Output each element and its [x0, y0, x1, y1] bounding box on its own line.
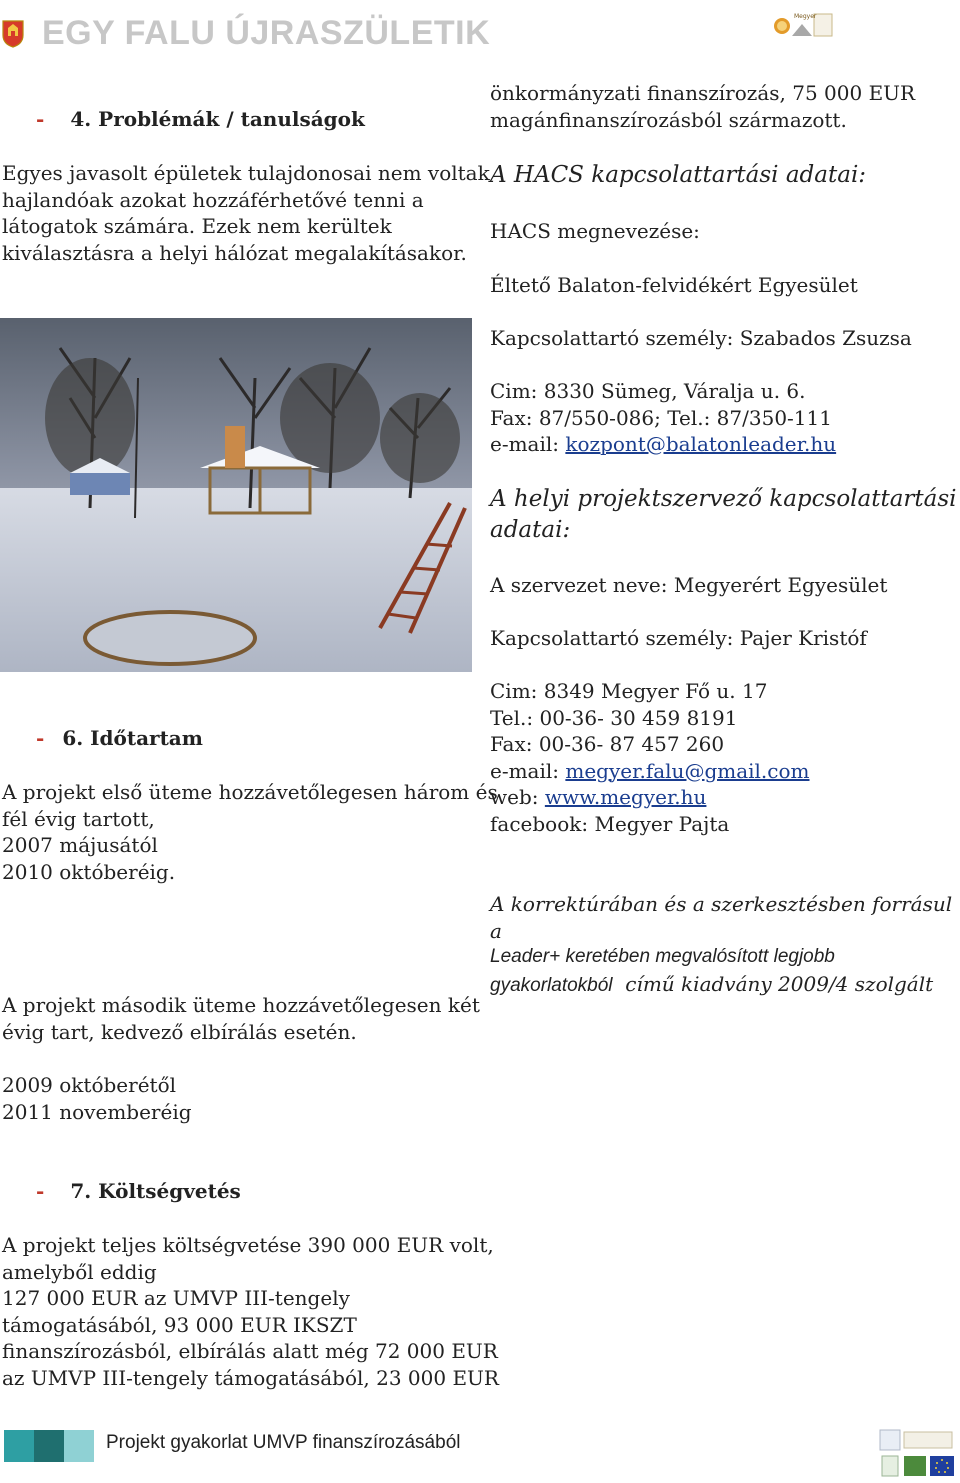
section-4-body: Egyes javasolt épületek tulajdonosai nem voltak hajlandóak azokat hozzáférhetővé tenni a látogatok számára. Ezek nem kerültek kiválasztásra a helyi hálózat megalakításakor. [2, 161, 490, 265]
footer-color-block [4, 1430, 34, 1462]
local-contact-block [490, 678, 810, 837]
megyer-logo [772, 6, 834, 44]
local-heading: A helyi projektszervező kapcsolattartási adatai: [490, 486, 957, 543]
section-6-para-3: 2009 októberétől 2011 novemberéig [2, 1073, 192, 1124]
hacs-heading: A HACS kapcsolattartási adatai: [490, 162, 867, 188]
hacs-email-link[interactable]: kozpont@balatonleader.hu [565, 432, 837, 456]
local-facebook: facebook: Megyer Pajta [490, 811, 730, 836]
local-web-row: web: www.megyer.hu [490, 785, 707, 809]
section-7-heading: - 7. Költségvetés [36, 1179, 241, 1203]
footer-color-block [64, 1430, 94, 1462]
hacs-fax-tel: Fax: 87/550-086; Tel.: 87/350-111 [490, 405, 832, 430]
page-header-title: EGY FALU ÚJRASZÜLETIK [42, 14, 491, 52]
hacs-name-label: HACS megnevezése: [490, 219, 700, 243]
hacs-name-value: Éltető Balaton-felvidékért Egyesület [490, 273, 858, 297]
hacs-address: Cim: 8330 Sümeg, Váralja u. 6. [490, 379, 806, 403]
local-email-row: e-mail: megyer.falu@gmail.com [490, 758, 810, 783]
right-intro: önkormányzati finanszírozás, 75 000 EUR magánfinanszírozásból származott. [490, 81, 916, 132]
local-address: Cim: 8349 Megyer Fő u. 17 [490, 679, 768, 703]
source-note: A korrektúrában és a szerkesztésben forrásul a Leader+ keretében megvalósított legjobb gyakorlatokból című kiadvány 2009/4 szolgált [490, 892, 953, 996]
hacs-contact-block [490, 378, 836, 458]
funding-logos [878, 1428, 956, 1480]
local-web-link[interactable]: www.megyer.hu [544, 785, 707, 809]
section-6-para-2: A projekt második üteme hozzávetőlegesen két évig tart, kedvező elbírálás esetén. [2, 993, 480, 1044]
local-fax: Fax: 00-36- 87 457 260 [490, 732, 725, 756]
section-7-body: A projekt teljes költségvetése 390 000 EUR volt, amelyből eddig 127 000 EUR az UMVP III-tengely támogatásából, 93 000 EUR IKSZT finanszírozásból, elbírálás alatt még 72 000 EUR az UMVP III-tengely támogatásából, 23 000 EUR [2, 1233, 499, 1390]
footer-color-block [34, 1430, 64, 1462]
section-6-para-1: A projekt első üteme hozzávetőlegesen három és fél évig tartott, 2007 májusától 2010 októberéig. [2, 780, 498, 884]
local-tel: Tel.: 00-36- 30 459 8191 [490, 705, 738, 730]
local-email-link[interactable]: megyer.falu@gmail.com [565, 758, 810, 783]
footer-text: Projekt gyakorlat UMVP finanszírozásából [106, 1432, 461, 1453]
svg-text:Megyer: Megyer [794, 13, 817, 20]
hacs-email-row: e-mail: kozpont@balatonleader.hu [490, 432, 837, 456]
section-6-heading: - 6. Időtartam [36, 726, 203, 750]
coat-of-arms-icon [2, 20, 24, 48]
village-photo [0, 318, 472, 672]
local-org: A szervezet neve: Megyerért Egyesület [490, 573, 888, 597]
hacs-contact: Kapcsolattartó személy: Szabados Zsuzsa [490, 326, 912, 350]
section-4-heading: - 4. Problémák / tanulságok [36, 107, 365, 131]
local-contact: Kapcsolattartó személy: Pajer Kristóf [490, 626, 867, 650]
